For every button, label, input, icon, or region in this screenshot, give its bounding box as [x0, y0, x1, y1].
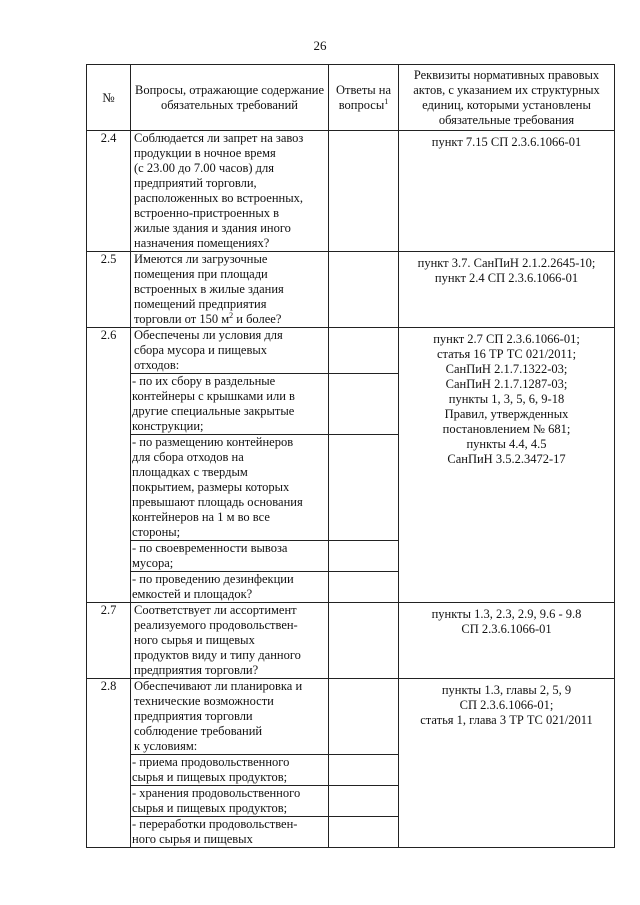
- header-answer-footnote: 1: [384, 96, 389, 106]
- answer-cell[interactable]: [329, 755, 399, 786]
- table-row: [87, 328, 615, 374]
- table-header-row: [87, 65, 615, 131]
- row-subitem: - приема продовольственного сырья и пищевых продуктов;: [131, 755, 329, 786]
- answer-cell[interactable]: [329, 603, 399, 679]
- header-num: №: [87, 65, 131, 131]
- requirements-table: [86, 64, 615, 848]
- header-reference: Реквизиты нормативных правовых актов, с указанием их структурных единиц, которыми установлены обязательные требования: [399, 65, 615, 131]
- page-number: 26: [313, 38, 327, 53]
- answer-cell[interactable]: [329, 435, 399, 541]
- row-question: Обеспечены ли условия для сбора мусора и пищевых отходов:: [131, 328, 329, 374]
- row-question-text: Имеются ли загрузочные помещения при площади встроенных в жилые здания помещений предприятия торговли от 150 м: [134, 252, 284, 326]
- row-reference: пункты 1.3, 2.3, 2.9, 9.6 - 9.8 СП 2.3.6.1066-01: [399, 603, 615, 679]
- row-question: Обеспечивают ли планировка и технические возможности предприятия торговли соблюдение требований к условиям:: [131, 679, 329, 755]
- answer-cell[interactable]: [329, 131, 399, 252]
- row-subitem: - по своевременности вывоза мусора;: [131, 541, 329, 572]
- answer-cell[interactable]: [329, 541, 399, 572]
- header-answer: [329, 65, 399, 131]
- answer-cell[interactable]: [329, 817, 399, 848]
- row-question: Соблюдается ли запрет на завоз продукции в ночное время (с 23.00 до 7.00 часов) для предприятий торговли, расположенных во встроенных, встроенно-пристроенных в жилые здания и здания иного назначения помещениях?: [131, 131, 329, 252]
- row-reference: пункт 2.7 СП 2.3.6.1066-01; статья 16 ТР ТС 021/2011; СанПиН 2.1.7.1322-03; СанПиН 2.1.7.1287-03; пункты 1, 3, 5, 6, 9-18 Правил, утвержденных постановлением № 681; пункты 4.4, 4.5 СанПиН 3.5.2.3472-17: [399, 328, 615, 603]
- row-subitem: - по размещению контейнеров для сбора отходов на площадках с твердым покрытием, размеры которых превышают площадь основания контейнеров на 1 м во все стороны;: [131, 435, 329, 541]
- row-number: 2.4: [87, 131, 131, 252]
- row-number: 2.6: [87, 328, 131, 603]
- answer-cell[interactable]: [329, 374, 399, 435]
- row-reference: пункт 7.15 СП 2.3.6.1066-01: [399, 131, 615, 252]
- row-subitem: - переработки продовольствен- ного сырья и пищевых: [131, 817, 329, 848]
- answer-cell[interactable]: [329, 786, 399, 817]
- row-number: 2.5: [87, 252, 131, 328]
- table-row: [87, 252, 615, 328]
- row-number: 2.8: [87, 679, 131, 848]
- header-question: Вопросы, отражающие содержание обязательных требований: [131, 65, 329, 131]
- answer-cell[interactable]: [329, 328, 399, 374]
- row-reference: пункт 3.7. СанПиН 2.1.2.2645-10; пункт 2.4 СП 2.3.6.1066-01: [399, 252, 615, 328]
- header-answer-text: Ответы на вопросы: [335, 82, 392, 112]
- answer-cell[interactable]: [329, 252, 399, 328]
- row-number: 2.7: [87, 603, 131, 679]
- table-row: [87, 131, 615, 252]
- row-subitem: - по проведению дезинфекции емкостей и площадок?: [131, 572, 329, 603]
- table-row: [87, 679, 615, 755]
- row-reference: пункты 1.3, главы 2, 5, 9 СП 2.3.6.1066-01; статья 1, глава 3 ТР ТС 021/2011: [399, 679, 615, 848]
- answer-cell[interactable]: [329, 572, 399, 603]
- table-row: [87, 603, 615, 679]
- row-question: Соответствует ли ассортимент реализуемого продовольствен- ного сырья и пищевых продуктов виду и типу данного предприятия торговли?: [131, 603, 329, 679]
- row-question-text-end: и более?: [233, 312, 282, 326]
- row-subitem: - по их сбору в раздельные контейнеры с крышками или в другие специальные закрытые конструкции;: [131, 374, 329, 435]
- row-subitem: - хранения продовольственного сырья и пищевых продуктов;: [131, 786, 329, 817]
- row-question: [131, 252, 329, 328]
- row-question-superscript: 2: [229, 310, 234, 320]
- answer-cell[interactable]: [329, 679, 399, 755]
